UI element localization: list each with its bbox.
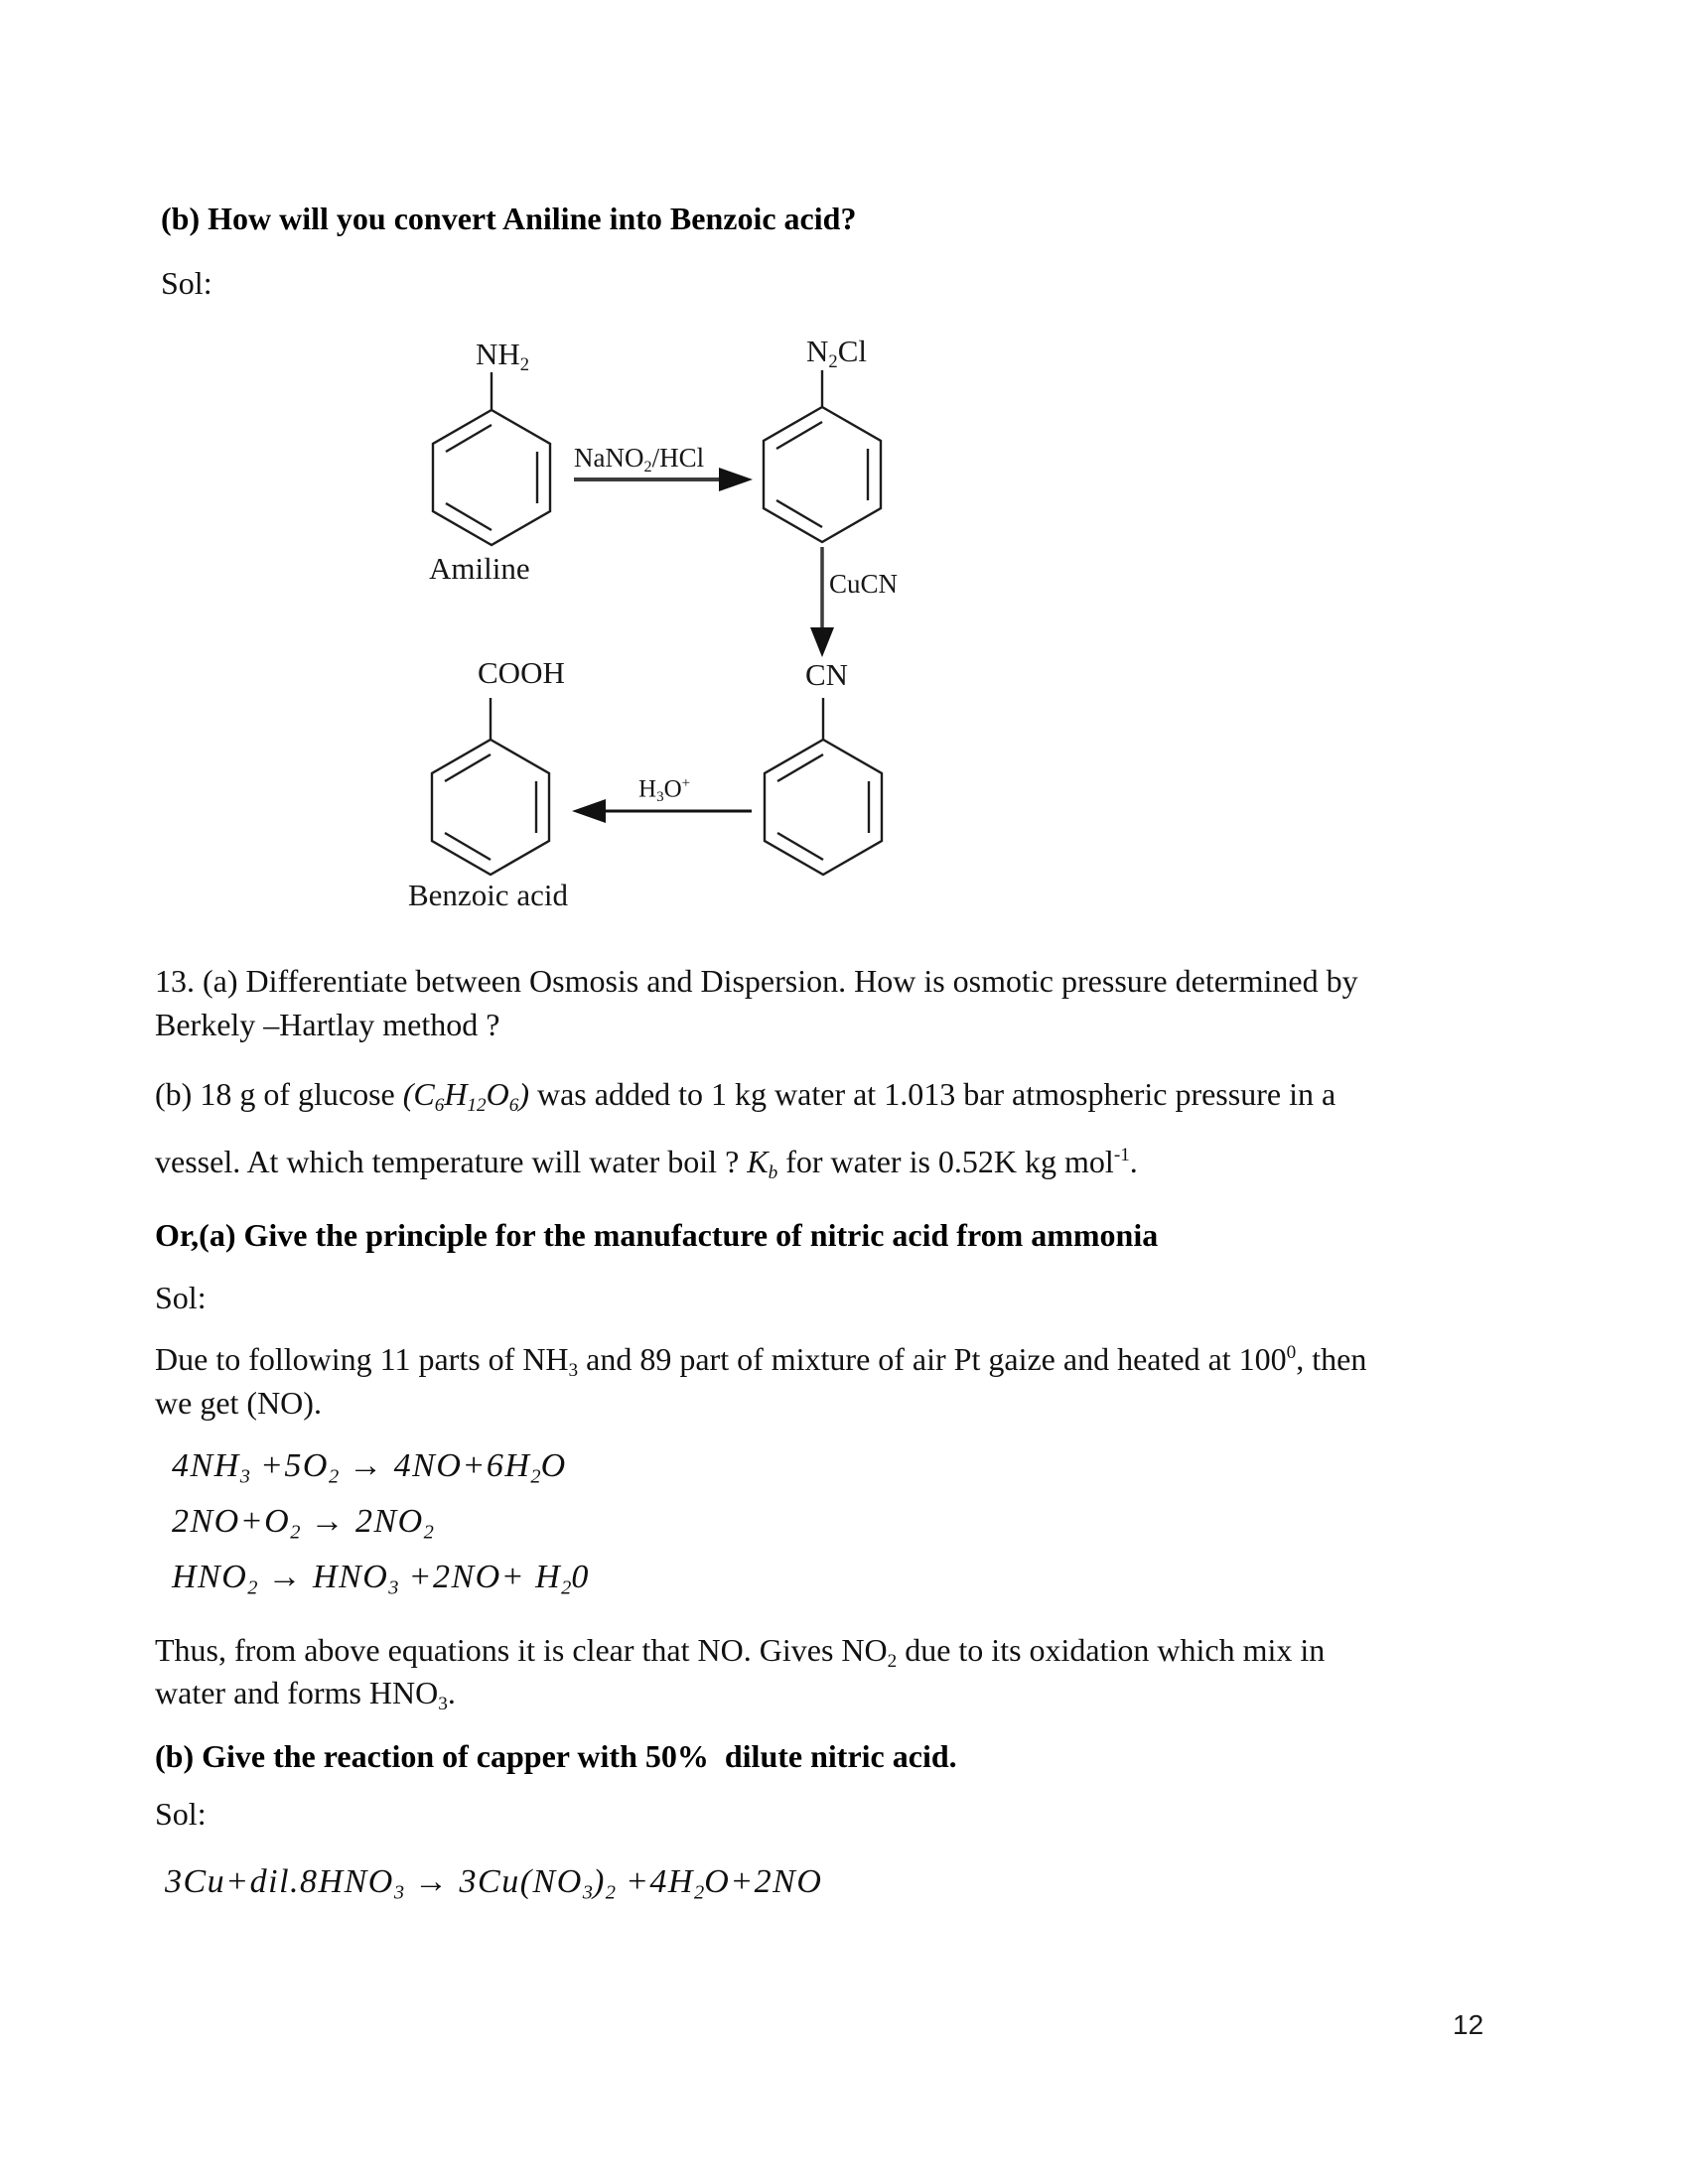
q13a-line2: Berkely –Hartlay method ?: [155, 1007, 500, 1042]
due-line2: we get (NO).: [155, 1385, 322, 1421]
cn-label: CN: [805, 657, 849, 692]
cooh-label: COOH: [478, 655, 565, 690]
benzene-ring-benzonitrile: [765, 698, 882, 875]
benzene-ring-benzoic: [432, 698, 549, 875]
question-b-heading: (b) How will you convert Aniline into Benzoic acid?: [161, 201, 857, 236]
nano2-hcl-label: NaNO$_2$/HCl: [574, 443, 705, 477]
arrow-cucn: [810, 547, 834, 657]
question-b2-heading: (b) Give the reaction of capper with 50% dilute nitric acid.: [155, 1738, 957, 1774]
nh2-label: $NH_2$: [476, 337, 530, 375]
thus-line2: water and forms $HNO_3$.: [155, 1675, 456, 1715]
due-line1: Due to following 11 parts of $NH_3$ and 89 part of mixture of air Pt gaize and heated at $100^0$, then: [155, 1341, 1367, 1382]
sol-label-1: Sol:: [161, 265, 212, 301]
q13a-line1: 13. (a) Differentiate between Osmosis and Dispersion. How is osmotic pressure determined by: [155, 963, 1358, 999]
aniline-name-label: Amiline: [429, 551, 530, 586]
benzoic-name-label: Benzoic acid: [408, 878, 568, 912]
equation-1: $4NH_3 +5O_2 \to 4NO+6H_2O$: [172, 1447, 567, 1488]
q13b-line1: (b) 18 g of glucose $(C_6H_{12}O_6)$ was added to 1 kg water at 1.013 bar atmospheric pressure in a: [155, 1076, 1336, 1117]
equation-3: $HNO_2 \to HNO_3 +2NO+ H_20$: [172, 1559, 590, 1599]
sol-label-2: Sol:: [155, 1280, 207, 1315]
equation-2: $2NO+O_2 \to 2NO_2$: [172, 1503, 434, 1544]
sol-label-3: Sol:: [155, 1796, 207, 1832]
cucn-label: CuCN: [829, 569, 899, 599]
equation-4: $3Cu+dil.8HNO_3 \to 3Cu(NO_3)_2 +4H_2O+2NO$: [165, 1863, 823, 1904]
n2cl-label: $N_2Cl$: [806, 334, 867, 372]
or-a-heading: Or,(a) Give the principle for the manufacture of nitric acid from ammonia: [155, 1217, 1159, 1253]
h3o-label: $H_3O^+$: [638, 775, 691, 806]
thus-line1: Thus, from above equations it is clear that NO. Gives $NO_2$ due to its oxidation which mix in: [155, 1632, 1326, 1673]
page-number: 12: [1453, 2009, 1484, 2040]
benzene-ring-diazonium: [764, 370, 881, 542]
reaction-scheme-svg: [278, 328, 973, 933]
benzene-ring-aniline: [433, 372, 550, 545]
q13b-line2: vessel. At which temperature will water boil ? $K_b$ for water is 0.52K kg mol$^{-1}$.: [155, 1144, 1138, 1184]
